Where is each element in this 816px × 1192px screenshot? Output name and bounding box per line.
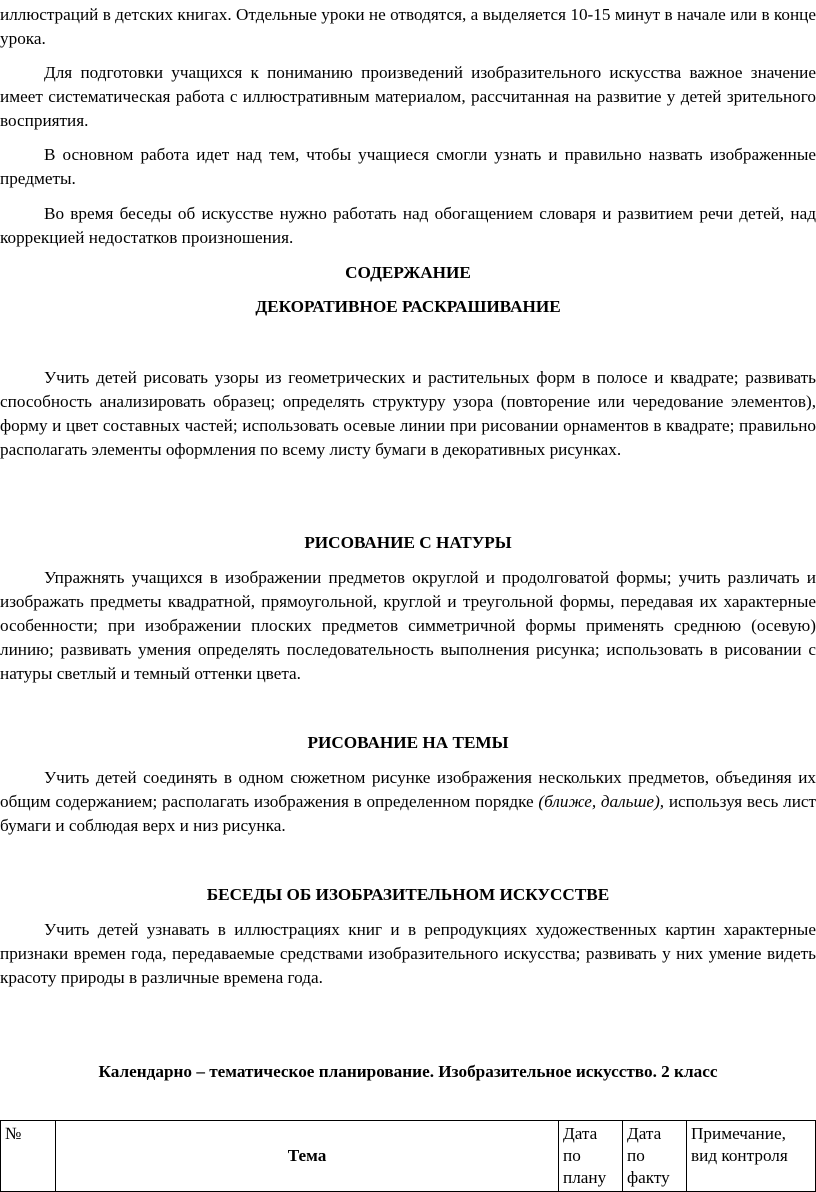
heading-themes: РИСОВАНИЕ НА ТЕМЫ	[307, 733, 509, 752]
themes-text-italic: (ближе, дальше),	[538, 792, 665, 811]
header-note: Примечание, вид контроля	[687, 1121, 816, 1192]
table-header-row	[1, 1121, 816, 1192]
section-themes-text	[0, 766, 816, 838]
paragraph-main-work: В основном работа идет над тем, чтобы учащиеся смогли узнать и правильно назвать изображенные предметы.	[0, 145, 816, 188]
heading-content: СОДЕРЖАНИЕ	[345, 263, 471, 282]
paragraph-talk: Во время беседы об искусстве нужно работать над обогащением словаря и развитием речи детей, над коррекцией недостатков произношения.	[0, 204, 816, 247]
heading-calendar: Календарно – тематическое планирование. Изобразительное искусство. 2 класс	[98, 1062, 718, 1081]
heading-nature: РИСОВАНИЕ С НАТУРЫ	[304, 533, 512, 552]
heading-talks: БЕСЕДЫ ОБ ИЗОБРАЗИТЕЛЬНОМ ИСКУССТВЕ	[206, 885, 610, 904]
themes-text-b: используя весь лист бумаги и соблюдая верх и низ рисунка.	[0, 792, 816, 835]
header-date-fact: Дата по факту	[623, 1121, 687, 1192]
themes-text-a: Учить детей соединять в одном сюжетном рисунке изображения нескольких предметов, объединяя их общим содержанием; располагать изображения в определенном порядке	[0, 768, 816, 811]
section-decor-text: Учить детей рисовать узоры из геометрических и растительных форм в полосе и квадрате; развивать способность анализировать образец; определять структуру узора (повторение или чередование элементов), форму и цвет составных частей; использовать осевые линии при рисовании орнаментов в квадрате; правильно располагать элементы оформления по всему листу бумаги в декоративных рисунках.	[0, 368, 816, 459]
heading-decor: ДЕКОРАТИВНОЕ РАСКРАШИВАНИЕ	[255, 297, 561, 316]
section-talks-text: Учить детей узнавать в иллюстрациях книг и в репродукциях художественных картин характерные признаки времен года, передаваемые средствами изобразительного искусства; развивать у них умение видеть красоту природы в различные времена года.	[0, 920, 816, 987]
header-num: №	[1, 1121, 56, 1192]
header-date-plan: Дата по плану	[559, 1121, 623, 1192]
section-nature-text: Упражнять учащихся в изображении предметов округлой и продолговатой формы; учить различать и изображать предметы квадратной, прямоугольной, круглой и треугольной формы, передавая их характерные особенности; при изображении плоских предметов симметричной формы применять среднюю (осевую) линию; развивать умения определять последовательность выполнения рисунка; использовать в рисовании с натуры светлый и темный оттенки цвета.	[0, 568, 816, 683]
paragraph-intro-tail: иллюстраций в детских книгах. Отдельные уроки не отводятся, а выделяется 10-15 минут в начале или в конце урока.	[0, 5, 816, 48]
calendar-table	[0, 1120, 816, 1192]
paragraph-preparation: Для подготовки учащихся к пониманию произведений изобразительного искусства важное значение имеет систематическая работа с иллюстративным материалом, рассчитанная на развитие у детей зрительного восприятия.	[0, 63, 816, 130]
header-topic: Тема	[56, 1121, 559, 1192]
